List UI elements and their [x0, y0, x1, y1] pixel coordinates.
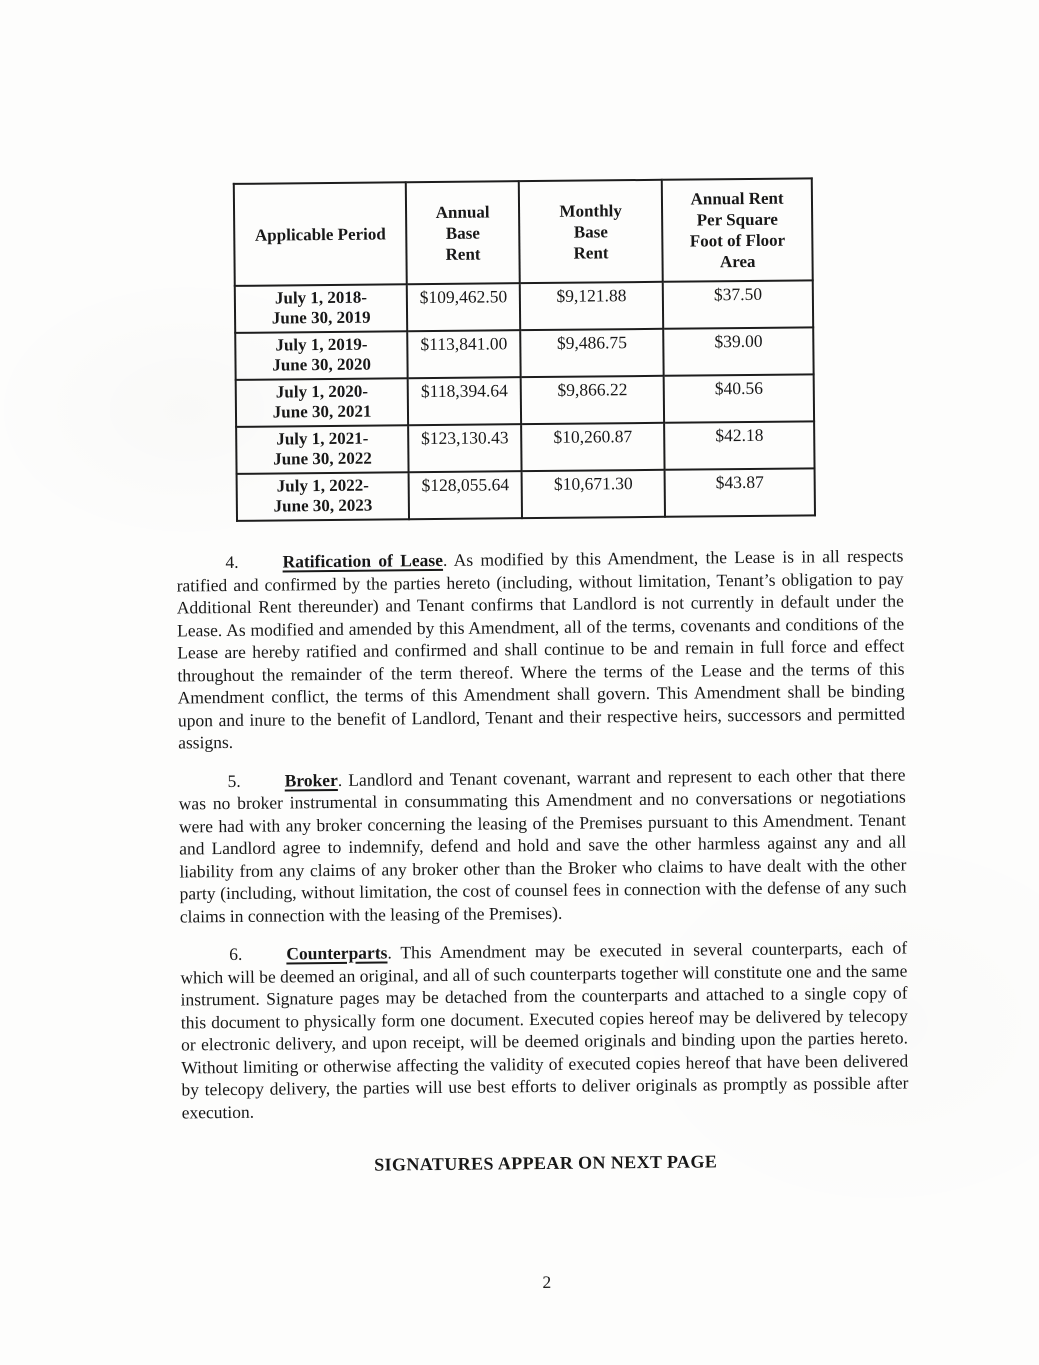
- signatures-note: SIGNATURES APPEAR ON NEXT PAGE: [374, 1151, 718, 1175]
- paragraph-broker: [178, 763, 906, 927]
- paragraph-number: 6.: [229, 943, 243, 964]
- monthly-rent-cell: $9,486.75: [520, 329, 664, 377]
- paragraph-heading: Counterparts: [286, 942, 388, 964]
- page-number: 2: [542, 1271, 552, 1293]
- table-header-row: [234, 178, 813, 286]
- monthly-rent-cell: $10,260.87: [521, 423, 665, 471]
- paragraph-number: 5.: [227, 770, 241, 791]
- column-header-monthly-base-rent: Monthly Base Rent: [519, 180, 663, 283]
- annual-rent-cell: $128,055.64: [409, 471, 522, 519]
- paragraph-counterparts: [180, 936, 909, 1123]
- period-cell: July 1, 2019- June 30, 2020: [235, 331, 408, 380]
- paragraph-body: . Landlord and Tenant covenant, warrant and represent to each other that there was no broker instrumental in consummating this Amendment and no conversations or negotiations were had with any broker concerning the leasing of the Premises pursuant to this Amendment. Tenant and Landlord agree to indemnify, defend and hold and save the other harmless against any and all liability from any claims of any broker other than the Broker who claims to have dealt with the other party (including, without limitation, the cost of counsel fees in connection with the defense of any such claims in connection with the leasing of the Premises).: [178, 763, 907, 926]
- paragraph-ratification-of-lease: [176, 545, 905, 754]
- column-header-applicable-period: Applicable Period: [234, 182, 407, 286]
- period-cell: July 1, 2021- June 30, 2022: [236, 425, 409, 474]
- table-row: [236, 374, 814, 427]
- psf-rent-cell: $43.87: [665, 468, 815, 516]
- psf-rent-cell: $39.00: [663, 327, 813, 375]
- annual-rent-cell: $113,841.00: [407, 330, 520, 378]
- period-cell: July 1, 2020- June 30, 2021: [236, 378, 409, 427]
- psf-rent-cell: $40.56: [664, 374, 814, 422]
- psf-rent-cell: $42.18: [664, 421, 814, 469]
- paragraph-number: 4.: [225, 551, 239, 573]
- paragraph-body: . This Amendment may be executed in several counterparts, each of which will be deemed an original, and all of such counterparts together will constitute one and the same instrument. Signature pages may be detached from the counterparts and attached to a single copy of this document to physically form one document. Executed copies hereof may be delivered by telecopy or electronic delivery, and upon receipt, will be deemed originals and binding upon the parties hereto. Without limiting or otherwise affecting the validity of executed copies hereof that have been delivered by telecopy delivery, the parties will use best efforts to deliver originals as promptly as possible after execution.: [180, 937, 909, 1122]
- paragraph-heading: Ratification of Lease: [282, 549, 444, 572]
- paragraph-body: . As modified by this Amendment, the Lease is in all respects ratified and confirmed by the parties hereto (including, without limitation, Tenant’s obligation to pay Additional Rent thereunder) and Tenant confirms that Landlord is not currently in default under the Lease. As modified and amended by this Amendment, all of the terms, covenants and conditions of the Lease are hereby ratified and confirmed and shall continue to be and remain in full force and effect throughout the remainder of the term thereof. Where the terms of the Lease and the terms of this Amendment conflict, the terms of this Amendment shall govern. This Amendment shall be binding upon and inure to the benefit of Landlord, Tenant and their respective heirs, successors and permitted assigns.: [176, 545, 905, 753]
- paragraph-heading: Broker: [284, 769, 338, 790]
- annual-rent-cell: $118,394.64: [408, 377, 521, 425]
- rent-schedule-table: [233, 177, 816, 522]
- table-row: [235, 280, 813, 333]
- monthly-rent-cell: $9,866.22: [521, 376, 665, 424]
- monthly-rent-cell: $10,671.30: [521, 470, 665, 518]
- table-row: [237, 468, 815, 521]
- period-cell: July 1, 2022- June 30, 2023: [237, 472, 410, 521]
- page-content: [171, 0, 910, 1296]
- table-row: [235, 327, 813, 380]
- period-cell: July 1, 2018- June 30, 2019: [235, 284, 408, 333]
- monthly-rent-cell: $9,121.88: [520, 282, 664, 330]
- column-header-annual-base-rent: Annual Base Rent: [406, 181, 520, 284]
- annual-rent-cell: $123,130.43: [408, 424, 521, 472]
- column-header-annual-rent-psf: Annual Rent Per Square Foot of Floor Area: [662, 178, 813, 281]
- psf-rent-cell: $37.50: [663, 280, 813, 328]
- annual-rent-cell: $109,462.50: [407, 283, 520, 331]
- table-row: [236, 421, 814, 474]
